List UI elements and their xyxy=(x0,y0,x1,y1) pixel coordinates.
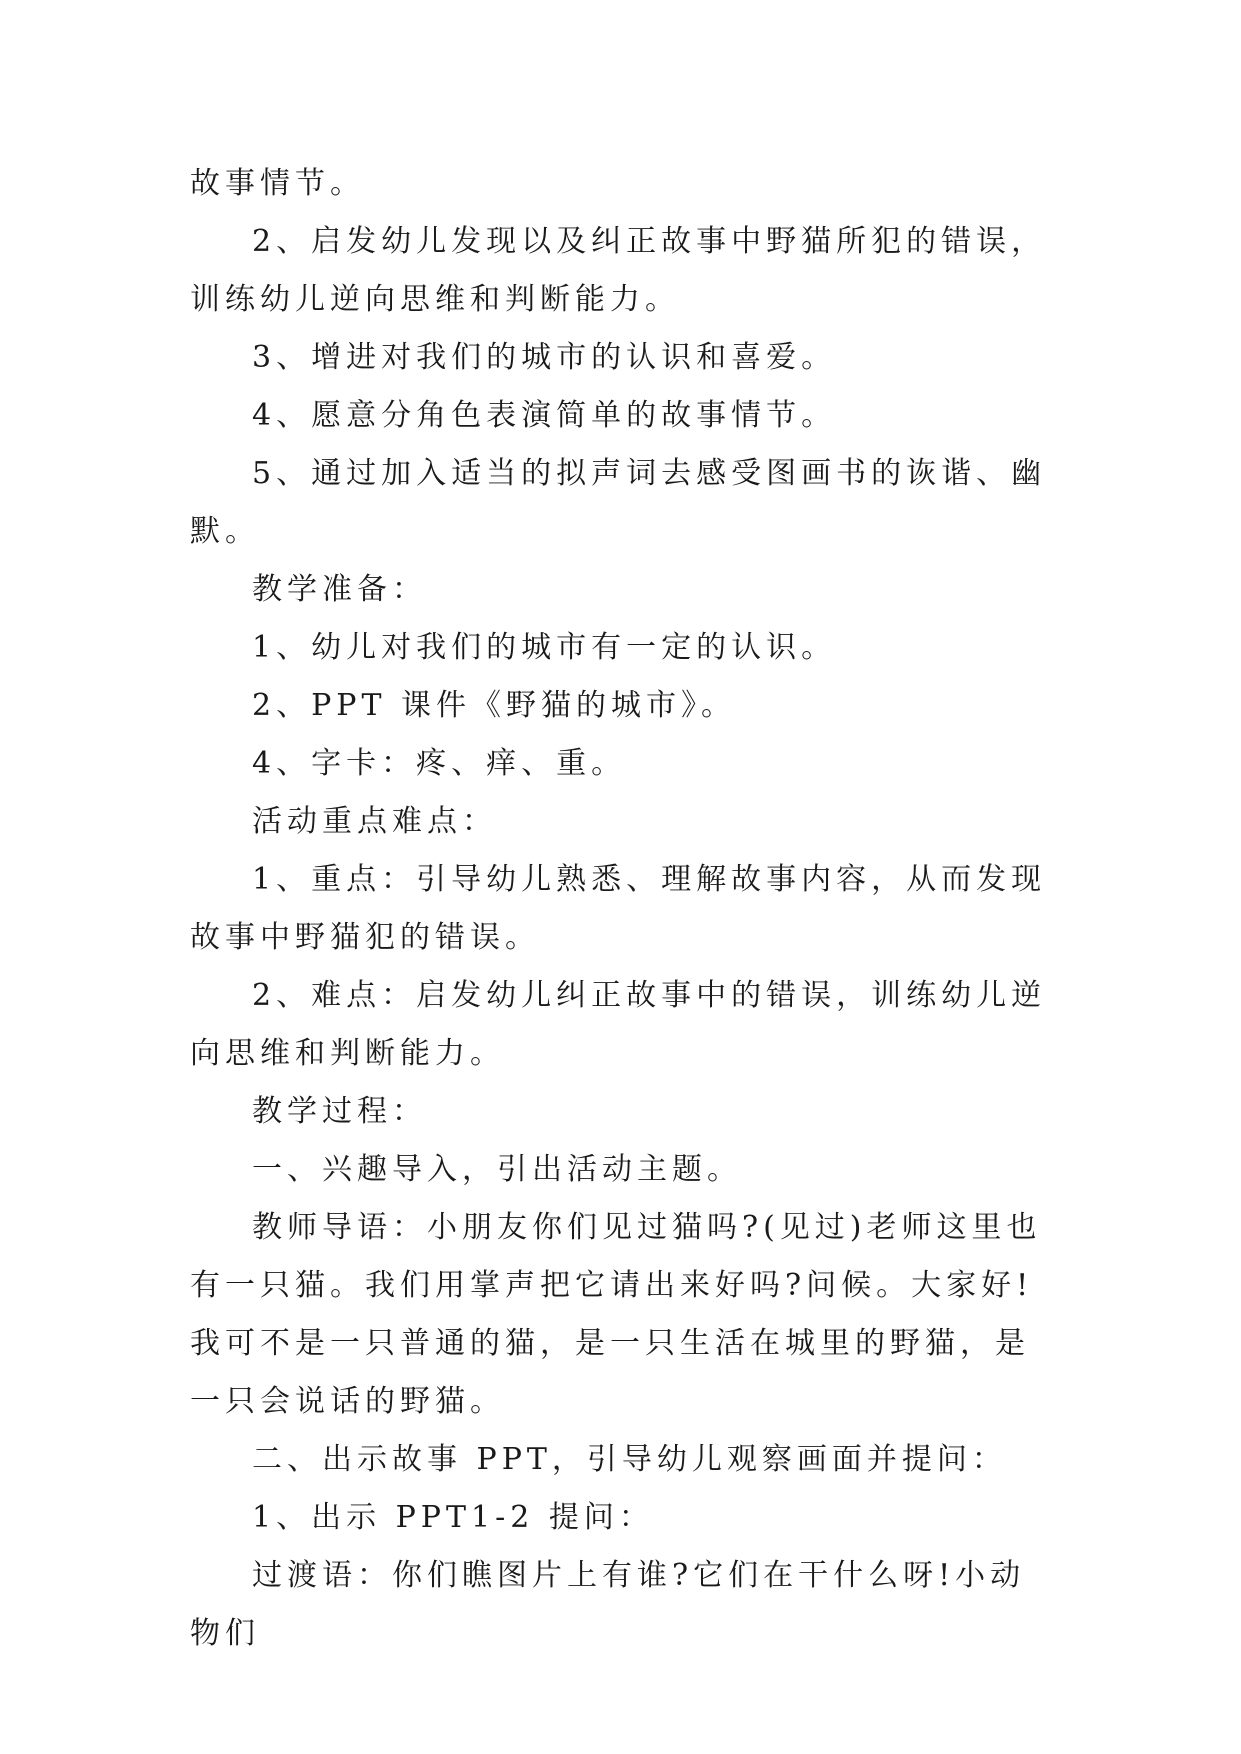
paragraph-step-1: 一、兴趣导入，引出活动主题。 xyxy=(252,1152,742,1187)
section-heading-key-points: 活动重点难点： xyxy=(252,804,497,839)
paragraph-difficulty: 2、难点：启发幼儿纠正故事中的错误，训练幼儿逆向思维和判断能力。 xyxy=(190,978,1047,1071)
paragraph-goal-2: 2、启发幼儿发现以及纠正故事中野猫所犯的错误，训练幼儿逆向思维和判断能力。 xyxy=(190,224,1047,317)
paragraph-teacher-intro: 教师导语：小朋友你们见过猫吗?(见过)老师这里也有一只猫。我们用掌声把它请出来好吗?问候。大家好!我可不是一只普通的猫，是一只生活在城里的野猫，是一只会说话的野猫。 xyxy=(190,1210,1042,1419)
paragraph-goal-3: 3、增进对我们的城市的认识和喜爱。 xyxy=(252,340,837,375)
document-body xyxy=(190,155,1060,1663)
paragraph-story-plot-end: 故事情节。 xyxy=(190,166,365,201)
paragraph-prep-4: 4、字卡：疼、痒、重。 xyxy=(252,746,627,781)
section-heading-process: 教学过程： xyxy=(252,1094,427,1129)
paragraph-transition: 过渡语：你们瞧图片上有谁?它们在干什么呀!小动物们 xyxy=(190,1558,1026,1651)
section-heading-preparation: 教学准备： xyxy=(252,572,427,607)
paragraph-goal-5: 5、通过加入适当的拟声词去感受图画书的诙谐、幽默。 xyxy=(190,456,1047,549)
paragraph-key-point: 1、重点：引导幼儿熟悉、理解故事内容，从而发现故事中野猫犯的错误。 xyxy=(190,862,1047,955)
paragraph-step-2: 二、出示故事 PPT，引导幼儿观察画面并提问： xyxy=(252,1442,1007,1477)
paragraph-prep-2: 2、PPT 课件《野猫的城市》。 xyxy=(252,688,737,723)
paragraph-prep-1: 1、幼儿对我们的城市有一定的认识。 xyxy=(252,630,837,665)
paragraph-goal-4: 4、愿意分角色表演简单的故事情节。 xyxy=(252,398,837,433)
paragraph-ppt-1-2: 1、出示 PPT1-2 提问： xyxy=(252,1500,654,1535)
